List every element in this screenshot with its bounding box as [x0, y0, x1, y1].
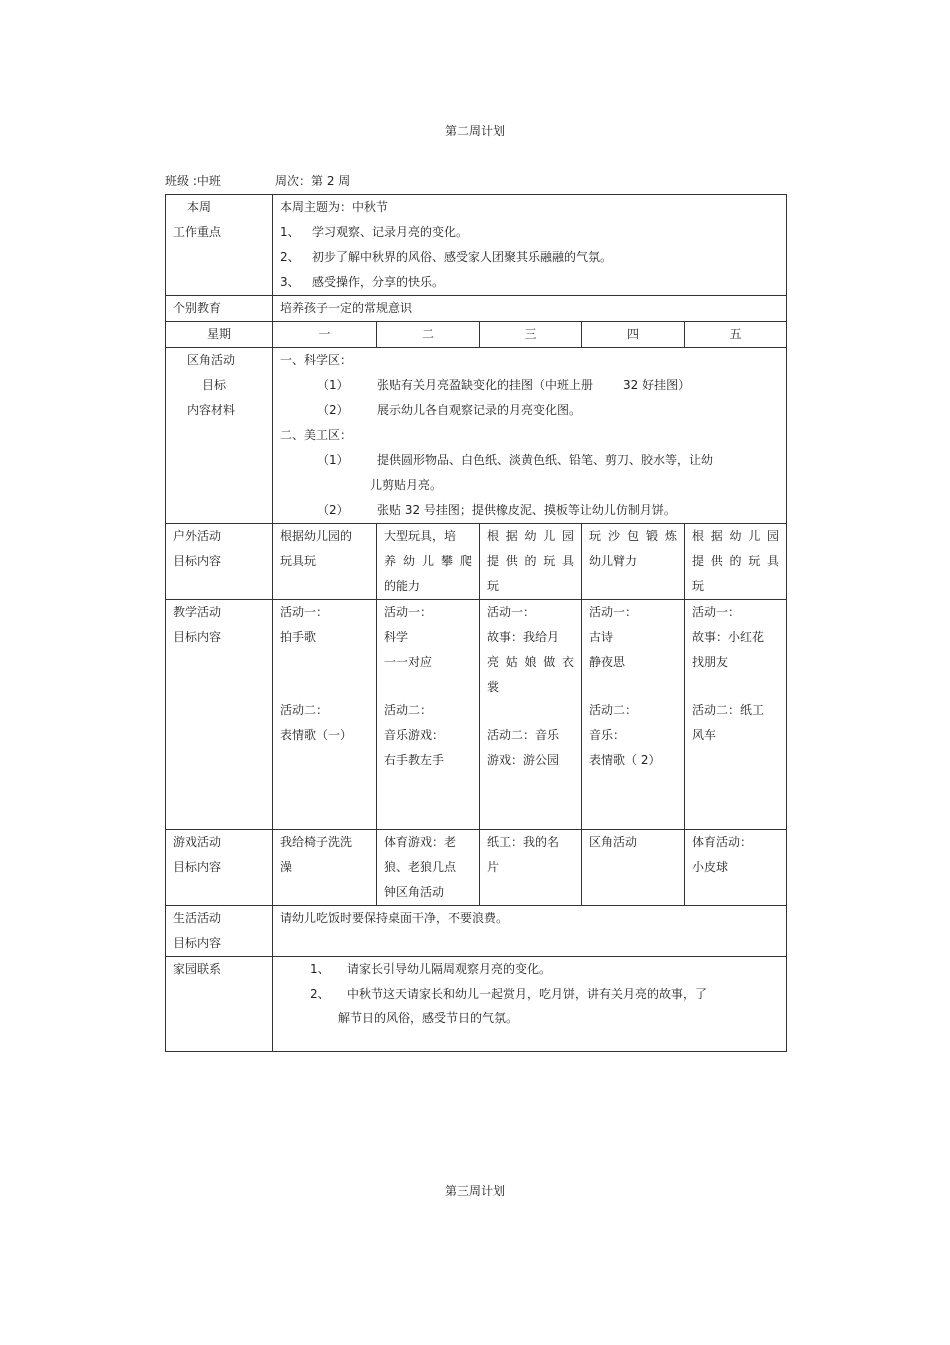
- game-label: 游戏活动 目标内容: [166, 830, 273, 906]
- game-tue: 体育游戏：老 狼、老狼几点 钟区角活动: [377, 830, 480, 906]
- outdoor-fri: 根据幼儿园 提供的玩具 玩: [685, 524, 787, 600]
- focus-content: [273, 195, 787, 296]
- life-label: 生活活动 目标内容: [166, 906, 273, 957]
- individual-content: 培养孩子一定的常规意识: [273, 296, 787, 322]
- teaching-wed: 活动一： 故事：我给月 亮姑娘做衣 裳 活动二：音乐 游戏：游公园: [480, 600, 582, 830]
- outdoor-label: 户外活动 目标内容: [166, 524, 273, 600]
- row-home: [166, 957, 787, 1052]
- game-fri: 体育活动： 小皮球: [685, 830, 787, 906]
- teaching-tue: 活动一： 科学 一一对应 活动二： 音乐游戏： 右手教左手: [377, 600, 480, 830]
- life-content: 请幼儿吃饭时要保持桌面干净，不要浪费。: [273, 906, 787, 957]
- row-corner: [166, 348, 787, 524]
- row-teaching: [166, 600, 787, 830]
- focus-theme: 本周主题为：中秋节: [280, 200, 389, 214]
- row-individual: [166, 296, 787, 322]
- corner-content: 一、科学区： （1） 张贴有关月亮盈缺变化的挂图（中班上册 32 好挂图） （2） 展示幼儿各自观察记录的月亮变化图。 二、美工区： （1） 提供圆形物品、白色纸、淡黄色纸、铅笔、剪刀、胶水等，让幼 儿剪贴月亮。 （2） 张贴 32 号挂图；提供橡皮泥、摸板等让幼儿仿制月饼。: [273, 348, 787, 524]
- game-thu: 区角活动: [582, 830, 685, 906]
- focus-label: 本周 工作重点: [166, 195, 273, 296]
- home-label: 家园联系: [166, 957, 273, 1052]
- week-info: 周次：第 2 周: [275, 174, 351, 188]
- teaching-thu: 活动一： 古诗 静夜思 活动二： 音乐： 表情歌（ 2）: [582, 600, 685, 830]
- outdoor-tue: 大型玩具，培 养幼儿攀爬 的能力: [377, 524, 480, 600]
- outdoor-thu: 玩沙包锻炼 幼儿臂力: [582, 524, 685, 600]
- class-info: 班级 :中班: [165, 174, 221, 188]
- weekday-fri: 五: [685, 322, 787, 348]
- corner-label: 区角活动 目标 内容材料: [166, 348, 273, 524]
- row-life: [166, 906, 787, 957]
- weekday-thu: 四: [582, 322, 685, 348]
- weekday-wed: 三: [480, 322, 582, 348]
- weekday-mon: 一: [273, 322, 377, 348]
- home-content: 1、 请家长引导幼儿隔周观察月亮的变化。 2、 中秋节这天请家长和幼儿一起赏月，吃月饼，讲有关月亮的故事，了 解节日的风俗，感受节日的气氛。: [273, 957, 787, 1052]
- weekday-tue: 二: [377, 322, 480, 348]
- focus-item: 3、 感受操作，分享的快乐。: [280, 275, 445, 289]
- focus-item: 2、 初步了解中秋界的风俗、感受家人团聚其乐融融的气氛。: [280, 250, 613, 264]
- outdoor-wed: 根据幼儿园 提供的玩具 玩: [480, 524, 582, 600]
- next-page-title: 第三周计划: [444, 1184, 505, 1198]
- row-focus: [166, 195, 787, 296]
- page-title: 第二周计划: [444, 124, 505, 138]
- game-mon: 我给椅子洗洗 澡: [273, 830, 377, 906]
- row-game: [166, 830, 787, 906]
- row-outdoor: [166, 524, 787, 600]
- weekly-plan-table: [165, 194, 787, 1052]
- row-weekday: [166, 322, 787, 348]
- focus-item: 1、 学习观察、记录月亮的变化。: [280, 225, 469, 239]
- teaching-fri: 活动一： 故事：小红花 找朋友 活动二：纸工 风车: [685, 600, 787, 830]
- weekday-label: 星期: [166, 322, 273, 348]
- teaching-mon: 活动一： 拍手歌 活动二： 表情歌（一）: [273, 600, 377, 830]
- outdoor-mon: 根据幼儿园的 玩具玩: [273, 524, 377, 600]
- individual-label: 个别教育: [166, 296, 273, 322]
- game-wed: 纸工：我的名 片: [480, 830, 582, 906]
- teaching-label: 教学活动 目标内容: [166, 600, 273, 830]
